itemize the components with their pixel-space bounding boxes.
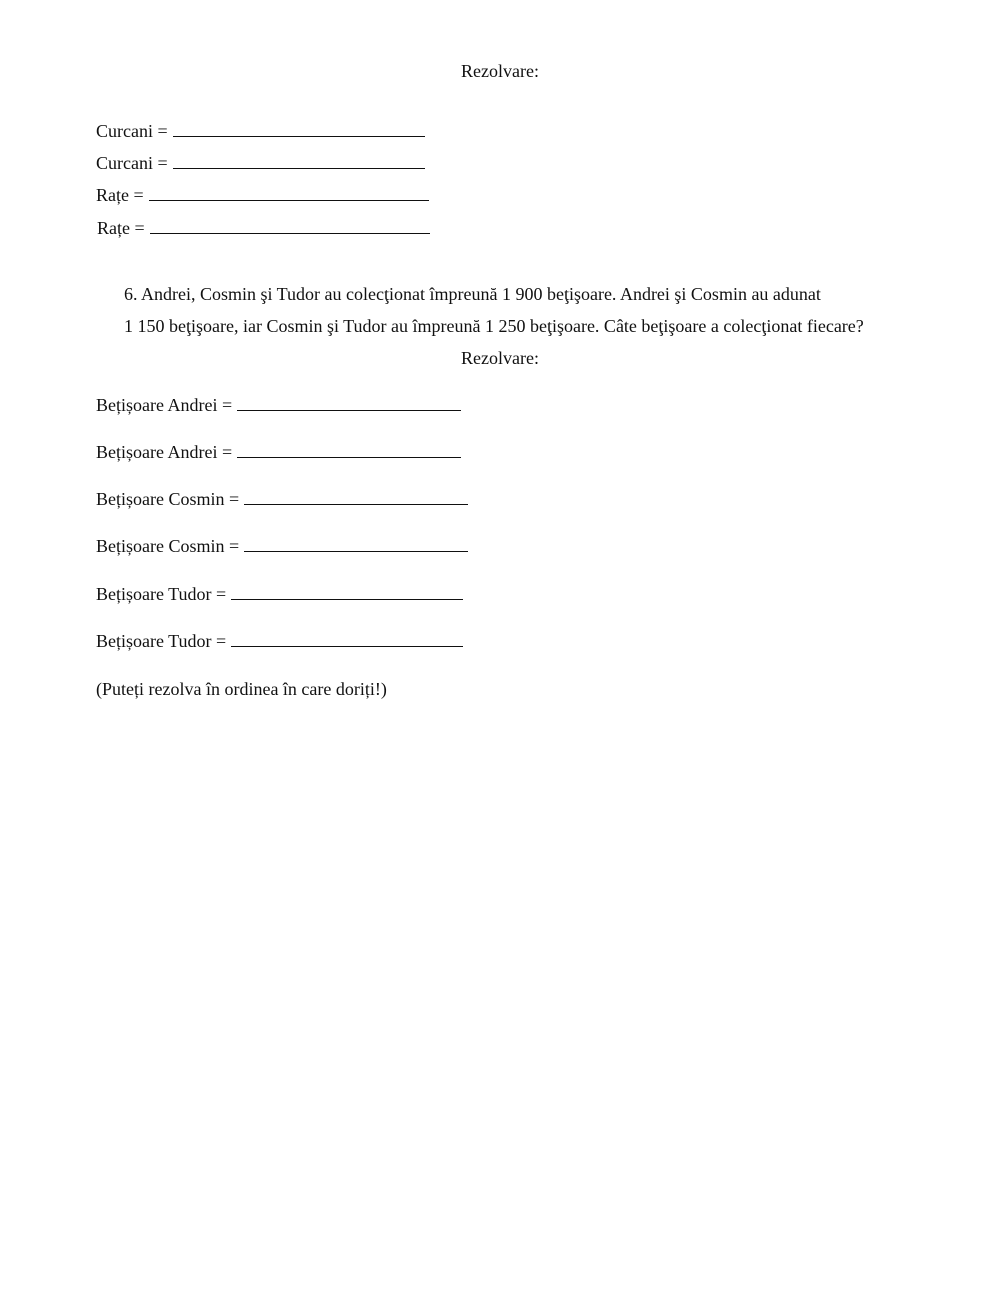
- answer-label: Curcani =: [96, 121, 168, 141]
- answer-blank[interactable]: [231, 583, 463, 600]
- answer-blank[interactable]: [231, 630, 463, 647]
- answer-row-cosmin-1: [96, 488, 468, 510]
- answer-row-turkeys-1: [96, 120, 425, 142]
- answer-blank[interactable]: [244, 488, 468, 505]
- answer-blank[interactable]: [237, 441, 461, 458]
- solving-note: (Puteți rezolva în ordinea în care doriți!): [96, 679, 387, 699]
- answer-row-ducks-1: [96, 184, 429, 206]
- answer-label: Curcani =: [96, 153, 168, 173]
- answer-label: Rațe =: [97, 218, 145, 238]
- answer-blank[interactable]: [237, 394, 461, 411]
- answer-label: Bețișoare Tudor =: [96, 584, 227, 604]
- solution-heading: Rezolvare:: [461, 348, 539, 368]
- answer-blank[interactable]: [149, 184, 429, 201]
- answer-label: Bețișoare Andrei =: [96, 395, 233, 415]
- answer-row-turkeys-2: [96, 152, 425, 174]
- problem-statement-line-1: 6. Andrei, Cosmin şi Tudor au colecţionat împreună 1 900 beţişoare. Andrei şi Cosmin au adunat: [124, 284, 821, 304]
- answer-blank[interactable]: [244, 535, 468, 552]
- answer-label: Rațe =: [96, 185, 144, 205]
- answer-row-tudor-2: [96, 630, 463, 652]
- answer-blank[interactable]: [173, 152, 425, 169]
- answer-label: Bețișoare Andrei =: [96, 442, 233, 462]
- answer-row-ducks-2: [97, 217, 430, 239]
- answer-label: Bețișoare Tudor =: [96, 631, 227, 651]
- answer-blank[interactable]: [173, 120, 425, 137]
- problem-statement-line-2: 1 150 beţişoare, iar Cosmin şi Tudor au împreună 1 250 beţişoare. Câte beţişoare a colecţionat fiecare?: [124, 316, 864, 336]
- answer-row-tudor-1: [96, 583, 463, 605]
- answer-label: Bețișoare Cosmin =: [96, 536, 240, 556]
- answer-label: Bețișoare Cosmin =: [96, 489, 240, 509]
- answer-row-andrei-2: [96, 441, 461, 463]
- answer-blank[interactable]: [150, 217, 430, 234]
- answer-row-andrei-1: [96, 394, 461, 416]
- solution-heading: Rezolvare:: [461, 61, 539, 81]
- answer-row-cosmin-2: [96, 535, 468, 557]
